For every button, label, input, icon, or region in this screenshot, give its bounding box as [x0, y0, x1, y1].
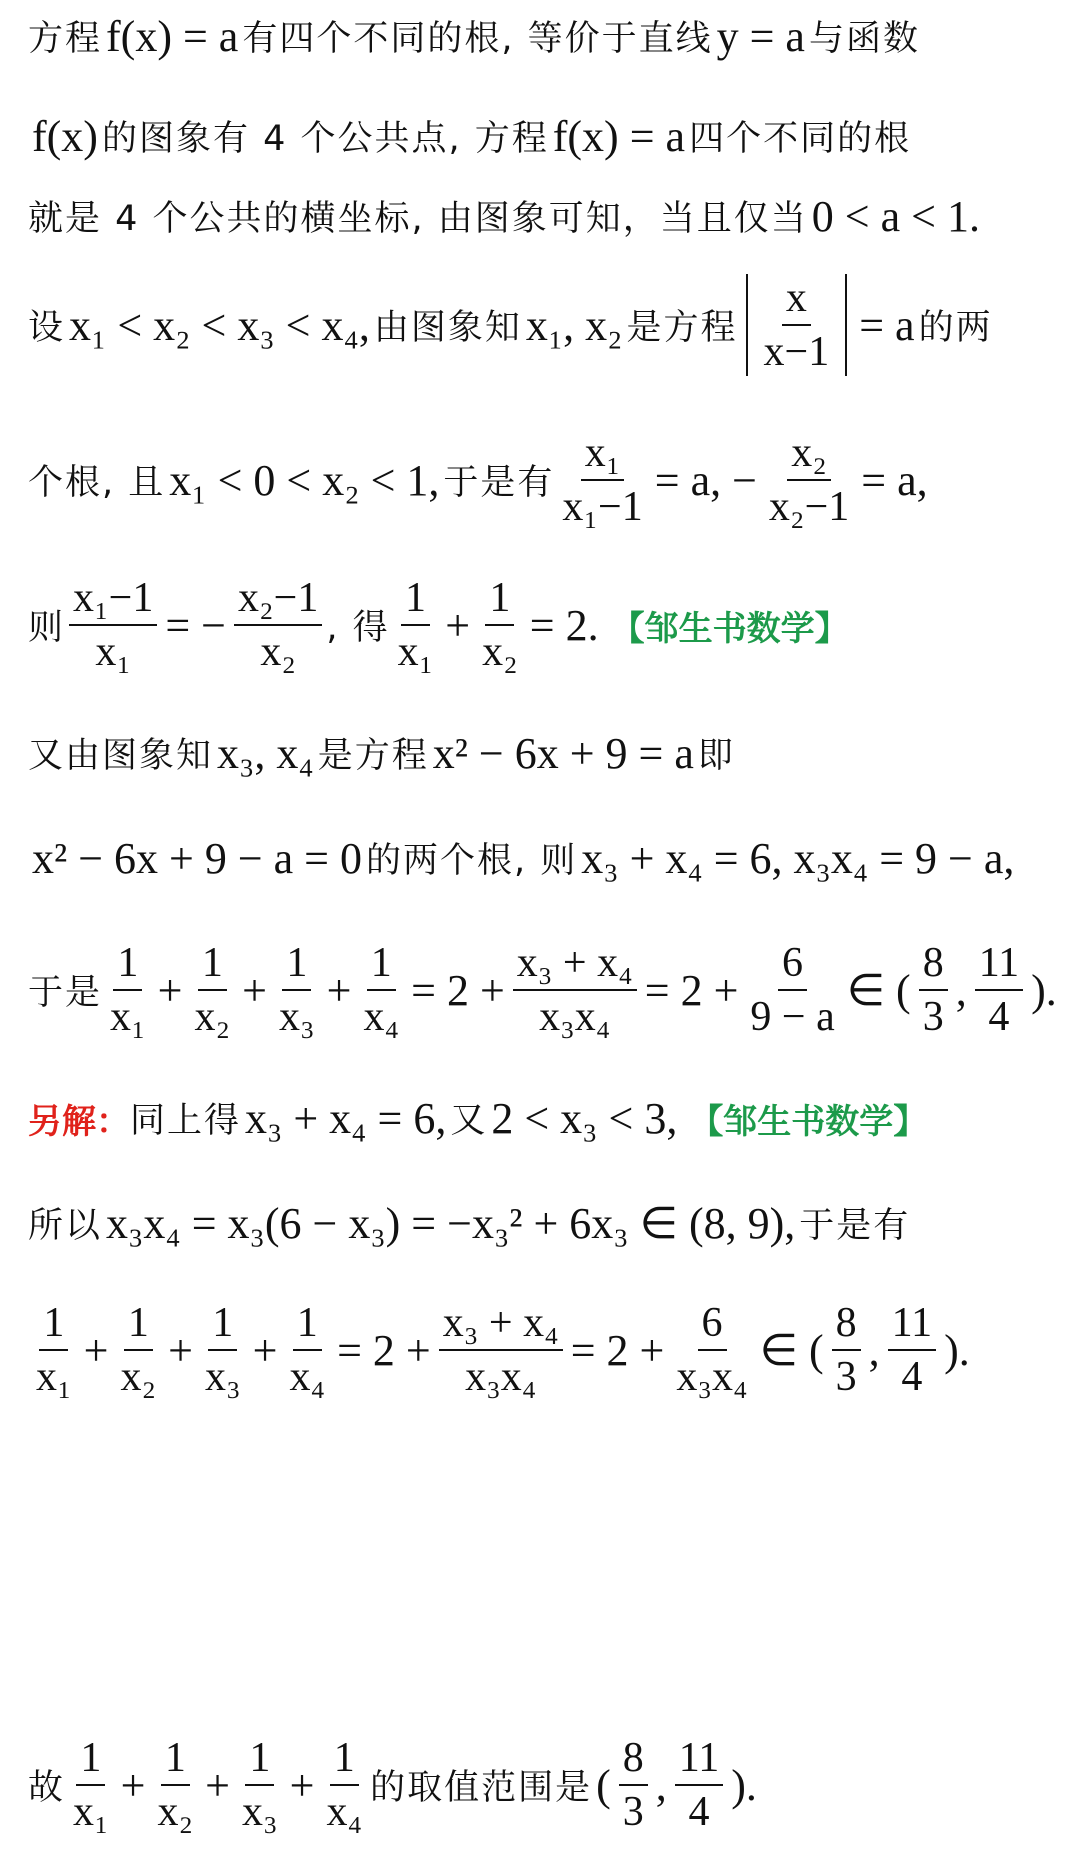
- fraction: $\frac{11}{4}$: [975, 939, 1023, 1042]
- fraction: $\frac{\text{x₂−1}}{\text{x₂}}$: [234, 574, 322, 677]
- fraction: $\frac{1}{\text{x₁}}$: [110, 939, 146, 1040]
- fraction: $\frac{\text{x₂}}{\text{x₂−1}}$: [768, 429, 850, 530]
- line-7: 又由图象知 x₃, x₄ 是方程 x² − 6x + 9 = a 即: [28, 728, 735, 778]
- fraction: $\frac{1}{\text{x₁}}$: [397, 574, 434, 675]
- line-5: 个根, 且 x₁ < 0 < x₂ < 1, 于是有 $\frac{\text{x₁}}{\text{x₁−1}}$ = a, − $\frac{\text{x₂}}{\text{x₂−1}}$ = a,: [28, 429, 928, 530]
- fraction: $\frac{8}{3}$: [832, 1299, 861, 1402]
- fraction: $\frac{11}{4}$: [675, 1734, 723, 1837]
- fraction: $\frac{\text{x₁}}{\text{x₁−1}}$: [562, 429, 643, 530]
- fraction: $\frac{1}{\text{x₄}}$: [289, 1299, 326, 1400]
- fraction: $\frac{1}{\text{x₂}}$: [482, 574, 518, 675]
- fraction: $\frac{6}{\text{x₃x₄}}$: [676, 1299, 748, 1400]
- fraction: $\frac{1}{\text{x₂}}$: [157, 1734, 194, 1835]
- source-tag: 【邹生书数学】: [610, 608, 849, 649]
- fraction: $\frac{x}{x-1}$: [763, 274, 830, 375]
- line-1: 方程 f(x) = a 有四个不同的根, 等价于直线 y = a 与函数: [28, 11, 920, 61]
- fraction: $\frac{1}{\text{x₂}}$: [120, 1299, 157, 1400]
- fraction: $\frac{\text{x₁−1}}{\text{x₁}}$: [69, 574, 157, 677]
- fraction: $\frac{1}{\text{x₄}}$: [326, 1734, 363, 1835]
- fraction: $\frac{1}{\text{x₄}}$: [363, 939, 400, 1040]
- alt-solution-label: 另解：: [28, 1101, 130, 1142]
- fraction: $\frac{1}{\text{x₃}}$: [241, 1734, 278, 1835]
- fraction: $\frac{1}{\text{x₃}}$: [278, 939, 315, 1040]
- line-8: x² − 6x + 9 − a = 0 的两个根, 则 x₃ + x₄ = 6, x₃x₄ = 9 − a,: [32, 833, 1015, 883]
- line-9: 于是 $\frac{1}{\text{x₁}}$ + $\frac{1}{\text{x₂}}$ + $\frac{1}{\text{x₃}}$ + $\frac{1}{\text{x₄}}$ = 2 + $\frac{\text{x₃ + x₄}}{\text{x₃x₄}}$ = 2 + $\frac{6}{9 - a}$ ∈ ( $\frac{8}{3}$ , $\frac{11}{4}$ ).: [28, 939, 1057, 1040]
- line-11: 所以 x₃x₄ = x₃(6 − x₃) = −x₃² + 6x₃ ∈ (8, 9), 于是有: [28, 1198, 911, 1248]
- fraction: $\frac{1}{\text{x₂}}$: [194, 939, 231, 1040]
- fraction: $\frac{6}{9 - a}$: [750, 939, 835, 1040]
- line-3: 就是 4 个公共的横坐标, 由图象可知，当且仅当 0 < a < 1.: [28, 191, 980, 241]
- line-6: 则 $\frac{\text{x₁−1}}{\text{x₁}}$ = − $\frac{\text{x₂−1}}{\text{x₂}}$ , 得 $\frac{1}{\text{x₁}}$ + $\frac{1}{\text{x₂}}$ = 2. 【邹生书数学】: [28, 574, 849, 675]
- line-12: $\frac{1}{\text{x₁}}$ + $\frac{1}{\text{x₂}}$ + $\frac{1}{\text{x₃}}$ + $\frac{1}{\text{x₄}}$ = 2 + $\frac{\text{x₃ + x₄}}{\text{x₃x₄}}$ = 2 + $\frac{6}{\text{x₃x₄}}$ ∈ ( $\frac{8}{3}$ , $\frac{11}{4}$ ).: [28, 1295, 1056, 1405]
- source-tag: 【邹生书数学】: [689, 1101, 928, 1142]
- fraction: $\frac{\text{x₃ + x₄}}{\text{x₃x₄}}$: [439, 1299, 563, 1402]
- absolute-value: [746, 274, 848, 377]
- line-2: f(x) 的图象有 4 个公共点, 方程 f(x) = a 四个不同的根: [32, 111, 912, 161]
- fraction: $\frac{1}{\text{x₁}}$: [36, 1299, 72, 1400]
- fraction: $\frac{1}{\text{x₃}}$: [204, 1299, 241, 1400]
- fraction: $\frac{1}{\text{x₁}}$: [73, 1734, 109, 1835]
- fraction: $\frac{8}{3}$: [619, 1734, 648, 1837]
- fraction: $\frac{\text{x₃ + x₄}}{\text{x₃x₄}}$: [513, 939, 637, 1042]
- line-4: 设 x₁ < x₂ < x₃ < x₄, 由图象知 x₁, x₂ 是方程 $\frac{x}{x-1}$ = a 的两: [28, 274, 993, 375]
- line-13: 故 $\frac{1}{\text{x₁}}$ + $\frac{1}{\text{x₂}}$ + $\frac{1}{\text{x₃}}$ + $\frac{1}{\text{x₄}}$ 的取值范围是 ( $\frac{8}{3}$ , $\frac{11}{4}$ ).: [28, 1734, 757, 1835]
- fraction: $\frac{8}{3}$: [919, 939, 948, 1042]
- fraction: $\frac{11}{4}$: [888, 1299, 936, 1402]
- line-10: 另解： 同上得 x₃ + x₄ = 6, 又 2 < x₃ < 3, 【邹生书数学】: [28, 1093, 928, 1143]
